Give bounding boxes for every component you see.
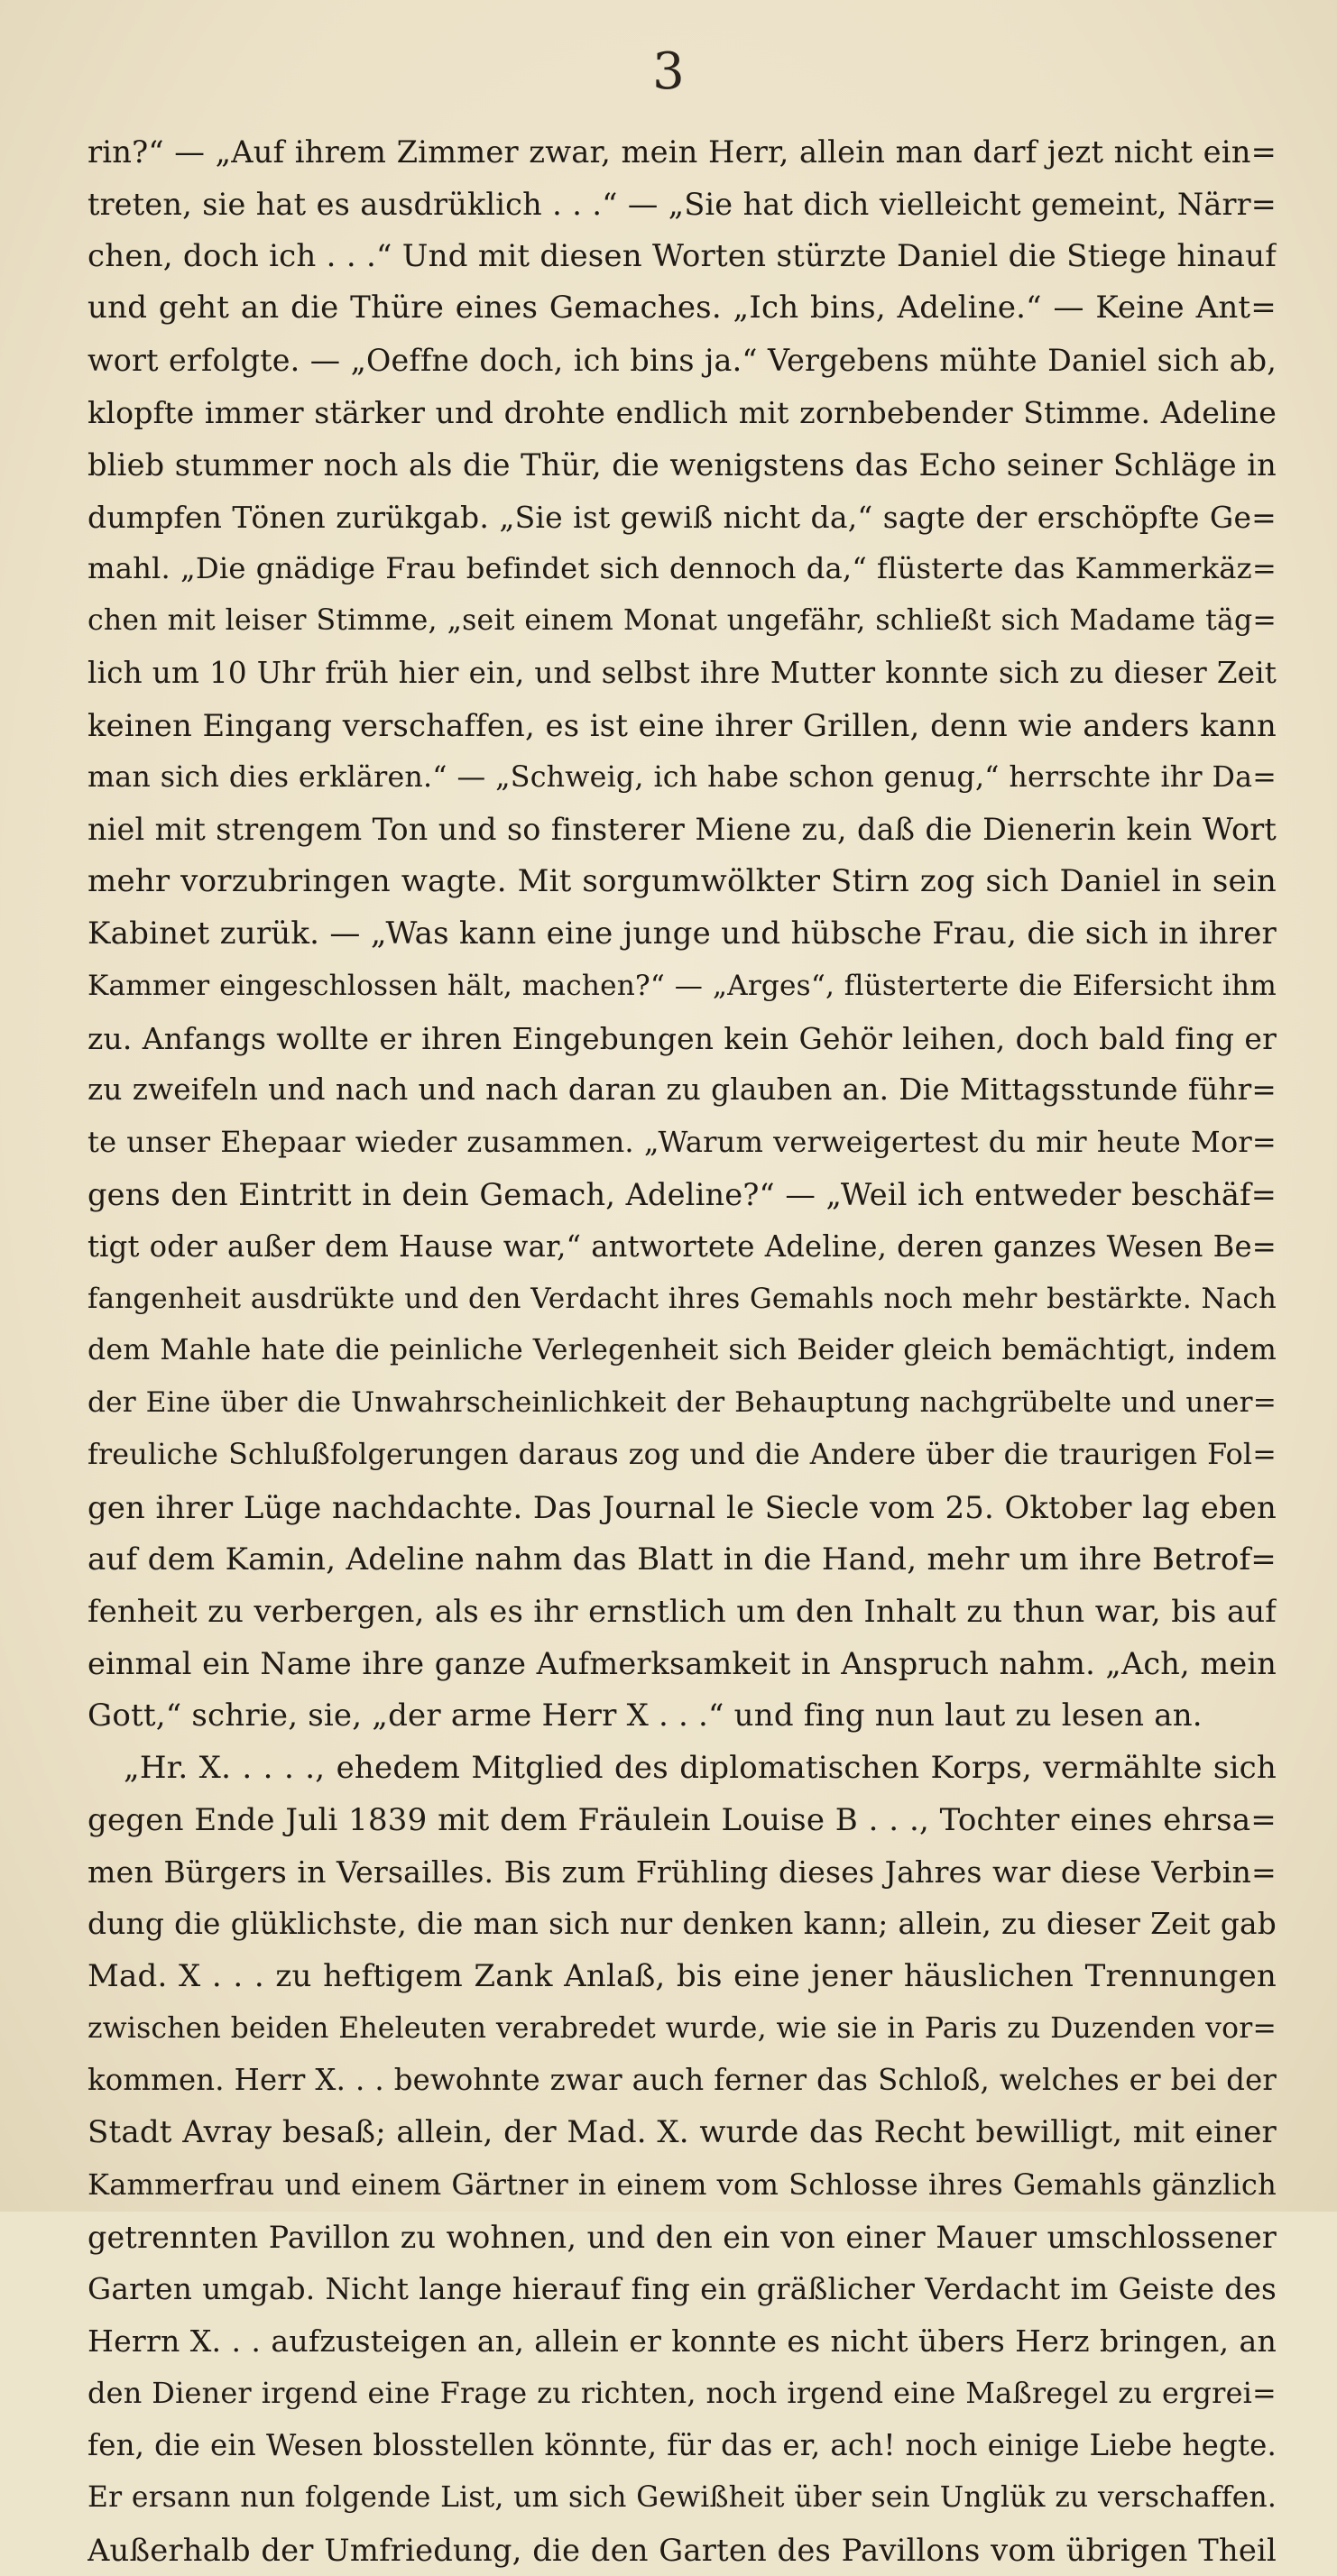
text-line: auf dem Kamin, Adeline nahm das Blatt in die Hand, mehr um ihre Betrof= — [88, 1541, 1277, 1578]
text-line: mahl. „Die gnädige Frau befindet sich dennoch da,“ flüsterte das Kammerkäz= — [88, 551, 1277, 586]
text-line: dung die glüklichste, die man sich nur denken kann; allein, zu dieser Zeit gab — [88, 1907, 1277, 1942]
text-line: und geht an die Thüre eines Gemaches. „Ich bins, Adeline.“ — Keine Ant= — [88, 290, 1277, 327]
body-text — [88, 126, 1277, 2576]
text-line: einmal ein Name ihre ganze Aufmerksamkeit in Anspruch nahm. „Ach, mein — [88, 1646, 1277, 1682]
text-line: Garten umgab. Nicht lange hierauf fing ein gräßlicher Verdacht im Geiste des — [88, 2271, 1277, 2306]
text-line: Gott,“ schrie, sie, „der arme Herr X . . .“ und fing nun laut zu lesen an. — [88, 1697, 1203, 1734]
text-line: keinen Eingang verschaffen, es ist eine ihrer Grillen, denn wie anders kann — [88, 707, 1277, 743]
text-line: der Eine über die Unwahrscheinlichkeit der Behauptung nachgrübelte und uner= — [88, 1386, 1277, 1420]
text-line: Stadt Avray besaß; allein, der Mad. X. wurde das Recht bewilligt, mit einer — [88, 2114, 1277, 2151]
text-line: Er ersann nun folgende List, um sich Gewißheit über sein Unglük zu verschaffen. — [88, 2480, 1277, 2514]
text-line: „Hr. X. . . . ., ehedem Mitglied des diplomatischen Korps, vermählte sich — [124, 1749, 1277, 1786]
text-line: fen, die ein Wesen blosstellen könnte, für das er, ach! noch einige Liebe hegte. — [88, 2428, 1277, 2463]
page-number: 3 — [652, 42, 685, 101]
text-line: Kammer eingeschlossen hält, machen?“ — „Arges“, flüsterterte die Eifersicht ihm — [88, 969, 1277, 1002]
text-line: den Diener irgend eine Frage zu richten, noch irgend eine Maßregel zu ergrei= — [88, 2376, 1277, 2411]
text-line: getrennten Pavillon zu wohnen, und den ein von einer Mauer umschlossener — [88, 2219, 1277, 2255]
text-line: Außerhalb der Umfriedung, die den Garten des Pavillons vom übrigen Theil — [88, 2532, 1277, 2568]
text-line: chen, doch ich . . .“ Und mit diesen Worten stürzte Daniel die Stiege hinauf — [88, 237, 1277, 274]
text-line: Herrn X. . . aufzusteigen an, allein er konnte es nicht übers Herz bringen, an — [88, 2323, 1277, 2360]
text-line: tigt oder außer dem Hause war,“ antwortete Adeline, deren ganzes Wesen Be= — [88, 1228, 1277, 1264]
text-line: gen ihrer Lüge nachdachte. Das Journal le Siecle vom 25. Oktober lag eben — [88, 1489, 1277, 1525]
text-line: freuliche Schlußfolgerungen daraus zog und die Andere über die traurigen Fol= — [88, 1438, 1277, 1471]
text-line: Kabinet zurük. — „Was kann eine junge und hübsche Frau, die sich in ihrer — [88, 915, 1277, 952]
text-line: fenheit zu verbergen, als es ihr ernstlich um den Inhalt zu thun war, bis auf — [88, 1594, 1277, 1630]
text-line: fangenheit ausdrükte und den Verdacht ihres Gemahls noch mehr bestärkte. Nach — [88, 1282, 1277, 1315]
text-line: lich um 10 Uhr früh hier ein, und selbst ihre Mutter konnte sich zu dieser Zeit — [88, 655, 1277, 690]
text-line: Kammerfrau und einem Gärtner in einem vom Schlosse ihres Gemahls gänzlich — [88, 2167, 1277, 2203]
text-line: te unser Ehepaar wieder zusammen. „Warum verweigertest du mir heute Mor= — [88, 1125, 1277, 1160]
text-line: rin?“ — „Auf ihrem Zimmer zwar, mein Herr, allein man darf jezt nicht ein= — [88, 134, 1277, 170]
text-line: Mad. X . . . zu heftigem Zank Anlaß, bis eine jener häuslichen Trennungen — [88, 1957, 1277, 1994]
text-line: kommen. Herr X. . . bewohnte zwar auch ferner das Schloß, welches er bei der — [88, 2063, 1277, 2098]
text-line: gens den Eintritt in dein Gemach, Adeline?“ — „Weil ich entweder beschäf= — [88, 1176, 1277, 1212]
text-line: gegen Ende Juli 1839 mit dem Fräulein Louise B . . ., Tochter eines ehrsa= — [88, 1801, 1277, 1838]
text-line: zwischen beiden Eheleuten verabredet wurde, wie sie in Paris zu Duzenden vor= — [88, 2011, 1277, 2045]
text-line: treten, sie hat es ausdrüklich . . .“ — „Sie hat dich vielleicht gemeint, Närr= — [88, 186, 1277, 222]
text-line: wort erfolgte. — „Oeffne doch, ich bins ja.“ Vergebens mühte Daniel sich ab, — [88, 343, 1277, 379]
text-line: dem Mahle hate die peinliche Verlegenheit sich Beider gleich bemächtigt, indem — [88, 1334, 1277, 1367]
text-line: niel mit strengem Ton und so finsterer Miene zu, daß die Dienerin kein Wort — [88, 812, 1277, 848]
text-line: man sich dies erklären.“ — „Schweig, ich habe schon genug,“ herrschte ihr Da= — [88, 760, 1277, 794]
text-line: dumpfen Tönen zurükgab. „Sie ist gewiß nicht da,“ sagte der erschöpfte Ge= — [88, 499, 1277, 535]
text-line: klopfte immer stärker und drohte endlich mit zornbebender Stimme. Adeline — [88, 394, 1277, 430]
text-line: chen mit leiser Stimme, „seit einem Monat ungefähr, schließt sich Madame täg= — [88, 604, 1277, 638]
text-line: zu zweifeln und nach und nach daran zu glauben an. Die Mittagsstunde führ= — [88, 1072, 1277, 1108]
text-line: mehr vorzubringen wagte. Mit sorgumwölkter Stirn zog sich Daniel in sein — [88, 863, 1277, 900]
text-line: men Bürgers in Versailles. Bis zum Frühling dieses Jahres war diese Verbin= — [88, 1854, 1277, 1891]
text-line: blieb stummer noch als die Thür, die wenigstens das Echo seiner Schläge in — [88, 446, 1277, 483]
text-line: zu. Anfangs wollte er ihren Eingebungen kein Gehör leihen, doch bald fing er — [88, 1020, 1277, 1056]
